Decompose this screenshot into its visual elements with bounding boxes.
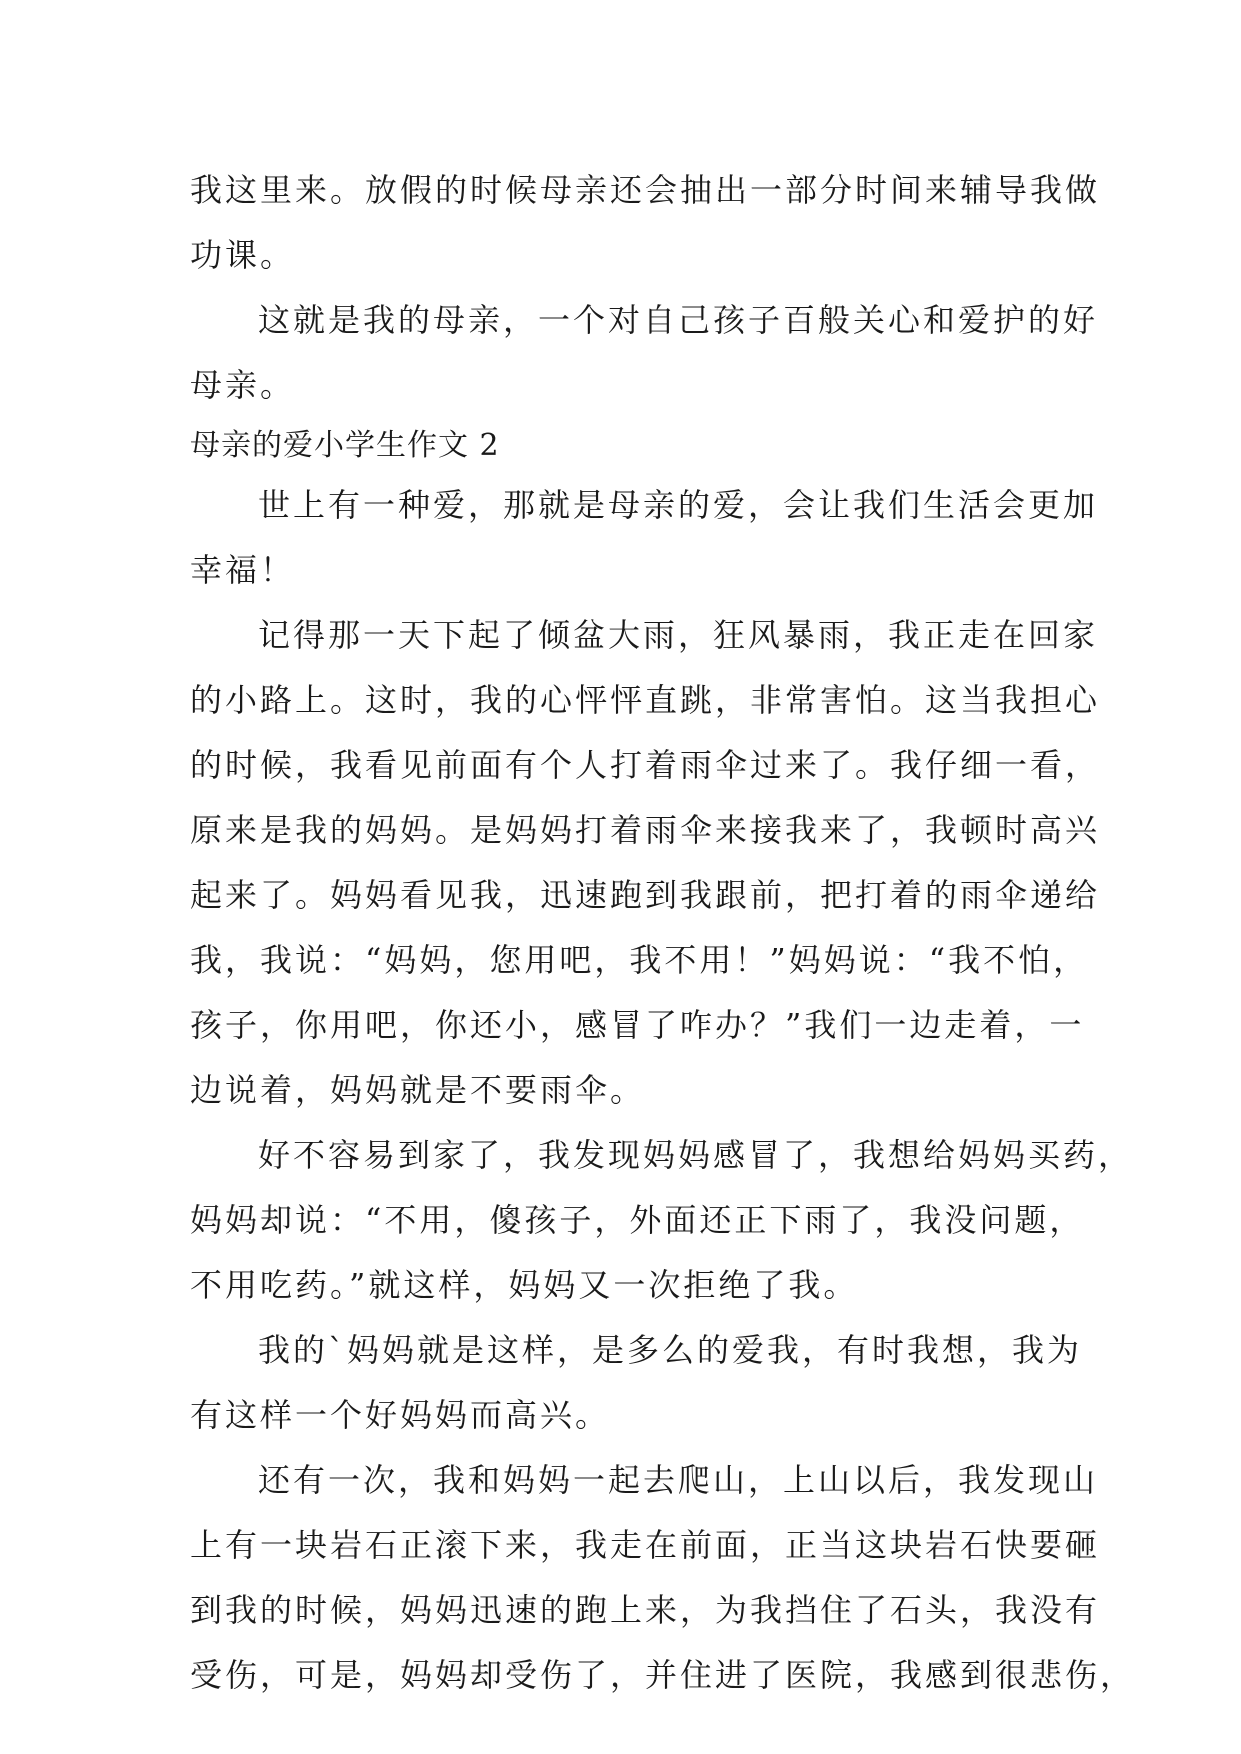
section-heading: 母亲的爱小学生作文 2 (190, 428, 500, 463)
text-line: 孩子，你用吧，你还小，感冒了咋办？”我们一边走着，一 (190, 1006, 1085, 1044)
text-line: 到我的时候，妈妈迅速的跑上来，为我挡住了石头，我没有 (190, 1591, 1101, 1629)
text-line: 原来是我的妈妈。是妈妈打着雨伞来接我来了，我顿时高兴 (190, 811, 1101, 849)
text-line: 我，我说：“妈妈，您用吧，我不用！”妈妈说：“我不怕， (190, 941, 1089, 979)
text-line: 这就是我的母亲，一个对自己孩子百般关心和爱护的好 (258, 301, 1099, 339)
text-line: 我这里来。放假的时候母亲还会抽出一部分时间来辅导我做 (190, 171, 1101, 209)
text-line: 有这样一个好妈妈而高兴。 (190, 1396, 611, 1434)
text-line: 幸福！ (190, 551, 296, 589)
text-line: 起来了。妈妈看见我，迅速跑到我跟前，把打着的雨伞递给 (190, 876, 1101, 914)
text-line: 边说着，妈妈就是不要雨伞。 (190, 1071, 646, 1109)
text-line: 的小路上。这时，我的心怦怦直跳，非常害怕。这当我担心 (190, 681, 1101, 719)
text-line: 妈妈却说：“不用，傻孩子，外面还正下雨了，我没问题， (190, 1201, 1085, 1239)
text-line: 记得那一天下起了倾盆大雨，狂风暴雨，我正走在回家 (258, 616, 1099, 654)
document-body (190, 158, 1136, 1708)
text-line: 受伤，可是，妈妈却受伤了，并住进了医院，我感到很悲伤， (190, 1656, 1136, 1694)
text-line: 功课。 (190, 236, 296, 274)
text-line: 好不容易到家了，我发现妈妈感冒了，我想给妈妈买药， (258, 1136, 1134, 1174)
text-line: 的时候，我看见前面有个人打着雨伞过来了。我仔细一看， (190, 746, 1101, 784)
text-line: 上有一块岩石正滚下来，我走在前面，正当这块岩石快要砸 (190, 1526, 1101, 1564)
text-line: 母亲。 (190, 366, 296, 404)
text-line: 我的`妈妈就是这样，是多么的爱我，有时我想，我为 (258, 1331, 1083, 1369)
text-line: 不用吃药。”就这样，妈妈又一次拒绝了我。 (190, 1266, 859, 1304)
text-line: 还有一次，我和妈妈一起去爬山，上山以后，我发现山 (258, 1461, 1099, 1499)
text-line: 世上有一种爱，那就是母亲的爱，会让我们生活会更加 (258, 486, 1099, 524)
